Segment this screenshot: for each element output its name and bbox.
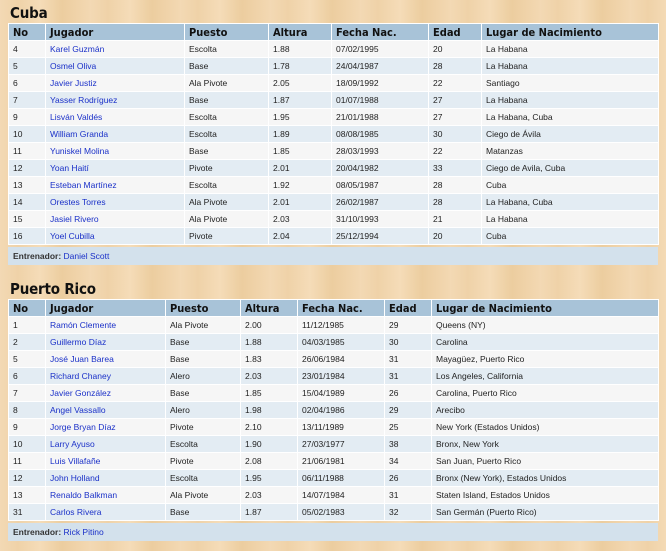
cell-number: 7 bbox=[9, 92, 46, 109]
cell-birth-date: 07/02/1995 bbox=[332, 41, 429, 58]
cell-number: 12 bbox=[9, 470, 46, 487]
cell-player[interactable]: Javier González bbox=[46, 385, 166, 402]
table-header-row bbox=[9, 300, 659, 317]
cell-birthplace: Matanzas bbox=[482, 143, 659, 160]
cell-height: 1.85 bbox=[241, 385, 298, 402]
cell-player[interactable]: Karel Guzmán bbox=[46, 41, 185, 58]
cell-birth-date: 05/02/1983 bbox=[298, 504, 385, 521]
table-row bbox=[9, 487, 659, 504]
cell-player[interactable]: Jorge Bryan Díaz bbox=[46, 419, 166, 436]
cell-position: Pivote bbox=[185, 228, 269, 245]
cell-birthplace: Mayagüez, Puerto Rico bbox=[432, 351, 659, 368]
column-header-position: Puesto bbox=[185, 24, 269, 41]
cell-age: 29 bbox=[385, 402, 432, 419]
cell-number: 11 bbox=[9, 143, 46, 160]
cell-height: 1.92 bbox=[269, 177, 332, 194]
cell-birthplace: San Germán (Puerto Rico) bbox=[432, 504, 659, 521]
column-header-birth-date: Fecha Nac. bbox=[332, 24, 429, 41]
cell-birth-date: 11/12/1985 bbox=[298, 317, 385, 334]
column-header-birthplace: Lugar de Nacimiento bbox=[432, 300, 659, 317]
cell-age: 28 bbox=[429, 177, 482, 194]
cell-position: Base bbox=[166, 351, 241, 368]
cell-birth-date: 23/01/1984 bbox=[298, 368, 385, 385]
cell-player[interactable]: Orestes Torres bbox=[46, 194, 185, 211]
column-header-age: Edad bbox=[385, 300, 432, 317]
coach-label: Entrenador: bbox=[13, 251, 62, 261]
cell-age: 22 bbox=[429, 75, 482, 92]
cell-height: 1.89 bbox=[269, 126, 332, 143]
cell-position: Base bbox=[185, 58, 269, 75]
cell-position: Base bbox=[166, 504, 241, 521]
cell-birthplace: La Habana bbox=[482, 58, 659, 75]
cell-age: 34 bbox=[385, 453, 432, 470]
table-row bbox=[9, 160, 659, 177]
cell-height: 1.83 bbox=[241, 351, 298, 368]
cell-position: Base bbox=[166, 334, 241, 351]
cell-position: Escolta bbox=[185, 126, 269, 143]
cell-number: 14 bbox=[9, 194, 46, 211]
cell-player[interactable]: Yoel Cubilla bbox=[46, 228, 185, 245]
cell-position: Ala Pivote bbox=[185, 211, 269, 228]
cell-number: 15 bbox=[9, 211, 46, 228]
cell-age: 26 bbox=[385, 385, 432, 402]
cell-age: 29 bbox=[385, 317, 432, 334]
cell-position: Alero bbox=[166, 402, 241, 419]
cell-position: Base bbox=[185, 143, 269, 160]
cell-height: 1.85 bbox=[269, 143, 332, 160]
cell-height: 1.88 bbox=[241, 334, 298, 351]
cell-birthplace: La Habana bbox=[482, 211, 659, 228]
cell-birthplace: La Habana bbox=[482, 92, 659, 109]
table-header-row bbox=[9, 24, 659, 41]
cell-birth-date: 15/04/1989 bbox=[298, 385, 385, 402]
team-title: Cuba bbox=[10, 4, 48, 22]
cell-position: Ala Pivote bbox=[166, 487, 241, 504]
cell-birth-date: 31/10/1993 bbox=[332, 211, 429, 228]
table-row bbox=[9, 317, 659, 334]
column-header-height: Altura bbox=[241, 300, 298, 317]
cell-birth-date: 01/07/1988 bbox=[332, 92, 429, 109]
cell-birth-date: 04/03/1985 bbox=[298, 334, 385, 351]
cell-number: 7 bbox=[9, 385, 46, 402]
cell-player[interactable]: John Holland bbox=[46, 470, 166, 487]
cell-height: 1.95 bbox=[269, 109, 332, 126]
cell-age: 20 bbox=[429, 41, 482, 58]
coach-label: Entrenador: bbox=[13, 527, 62, 537]
cell-birthplace: San Juan, Puerto Rico bbox=[432, 453, 659, 470]
cell-player[interactable]: Esteban Martínez bbox=[46, 177, 185, 194]
cell-age: 28 bbox=[429, 58, 482, 75]
cell-position: Escolta bbox=[185, 177, 269, 194]
cell-birthplace: Ciego de Avila, Cuba bbox=[482, 160, 659, 177]
cell-age: 38 bbox=[385, 436, 432, 453]
cell-position: Pivote bbox=[166, 419, 241, 436]
coach-row bbox=[8, 523, 658, 541]
cell-player[interactable]: Richard Chaney bbox=[46, 368, 166, 385]
cell-player[interactable]: Jasiel Rivero bbox=[46, 211, 185, 228]
cell-birth-date: 26/02/1987 bbox=[332, 194, 429, 211]
cell-player[interactable]: Renaldo Balkman bbox=[46, 487, 166, 504]
cell-birthplace: Staten Island, Estados Unidos bbox=[432, 487, 659, 504]
cell-age: 21 bbox=[429, 211, 482, 228]
coach-link[interactable]: Daniel Scott bbox=[63, 251, 110, 261]
cell-height: 2.01 bbox=[269, 160, 332, 177]
cell-number: 4 bbox=[9, 41, 46, 58]
table-row bbox=[9, 143, 659, 160]
cell-height: 1.98 bbox=[241, 402, 298, 419]
table-row bbox=[9, 385, 659, 402]
cell-birthplace: Ciego de Ávila bbox=[482, 126, 659, 143]
cell-number: 6 bbox=[9, 368, 46, 385]
cell-player[interactable]: Yasser Rodríguez bbox=[46, 92, 185, 109]
cell-position: Base bbox=[166, 385, 241, 402]
column-header-player: Jugador bbox=[46, 24, 185, 41]
cell-birthplace: La Habana, Cuba bbox=[482, 109, 659, 126]
cell-age: 20 bbox=[429, 228, 482, 245]
cell-player[interactable]: Yuniskel Molina bbox=[46, 143, 185, 160]
cell-birth-date: 27/03/1977 bbox=[298, 436, 385, 453]
coach-link[interactable]: Rick Pitino bbox=[63, 527, 104, 537]
table-row bbox=[9, 126, 659, 143]
cell-age: 31 bbox=[385, 351, 432, 368]
cell-number: 11 bbox=[9, 453, 46, 470]
roster-table bbox=[8, 23, 659, 245]
table-row bbox=[9, 41, 659, 58]
cell-birthplace: Cuba bbox=[482, 228, 659, 245]
cell-birthplace: La Habana, Cuba bbox=[482, 194, 659, 211]
cell-birth-date: 26/06/1984 bbox=[298, 351, 385, 368]
cell-birth-date: 18/09/1992 bbox=[332, 75, 429, 92]
cell-number: 2 bbox=[9, 334, 46, 351]
cell-player[interactable]: Osmel Oliva bbox=[46, 58, 185, 75]
cell-player[interactable]: José Juan Barea bbox=[46, 351, 166, 368]
cell-birth-date: 28/03/1993 bbox=[332, 143, 429, 160]
cell-number: 1 bbox=[9, 317, 46, 334]
cell-age: 31 bbox=[385, 368, 432, 385]
cell-height: 1.95 bbox=[241, 470, 298, 487]
cell-player[interactable]: Lisván Valdés bbox=[46, 109, 185, 126]
table-row bbox=[9, 58, 659, 75]
cell-player[interactable]: Larry Ayuso bbox=[46, 436, 166, 453]
table-row bbox=[9, 75, 659, 92]
cell-age: 30 bbox=[429, 126, 482, 143]
team-section-puerto-rico bbox=[8, 279, 658, 541]
cell-player[interactable]: Angel Vassallo bbox=[46, 402, 166, 419]
cell-age: 25 bbox=[385, 419, 432, 436]
cell-height: 2.03 bbox=[241, 487, 298, 504]
cell-birthplace: New York (Estados Unidos) bbox=[432, 419, 659, 436]
cell-number: 10 bbox=[9, 436, 46, 453]
cell-number: 10 bbox=[9, 126, 46, 143]
table-row bbox=[9, 334, 659, 351]
column-header-height: Altura bbox=[269, 24, 332, 41]
cell-height: 2.08 bbox=[241, 453, 298, 470]
cell-birth-date: 14/07/1984 bbox=[298, 487, 385, 504]
cell-birthplace: Queens (NY) bbox=[432, 317, 659, 334]
roster-table bbox=[8, 299, 659, 521]
cell-age: 22 bbox=[429, 143, 482, 160]
cell-player[interactable]: Ramón Clemente bbox=[46, 317, 166, 334]
cell-position: Pivote bbox=[166, 453, 241, 470]
cell-number: 6 bbox=[9, 75, 46, 92]
cell-number: 13 bbox=[9, 487, 46, 504]
table-row bbox=[9, 109, 659, 126]
cell-birth-date: 21/01/1988 bbox=[332, 109, 429, 126]
cell-height: 1.88 bbox=[269, 41, 332, 58]
cell-age: 32 bbox=[385, 504, 432, 521]
cell-birth-date: 08/08/1985 bbox=[332, 126, 429, 143]
cell-height: 1.78 bbox=[269, 58, 332, 75]
cell-height: 2.04 bbox=[269, 228, 332, 245]
cell-height: 2.10 bbox=[241, 419, 298, 436]
column-header-player: Jugador bbox=[46, 300, 166, 317]
cell-birthplace: Santiago bbox=[482, 75, 659, 92]
table-row bbox=[9, 470, 659, 487]
table-row bbox=[9, 402, 659, 419]
cell-birth-date: 06/11/1988 bbox=[298, 470, 385, 487]
coach-row bbox=[8, 247, 658, 265]
table-row bbox=[9, 211, 659, 228]
cell-birth-date: 02/04/1986 bbox=[298, 402, 385, 419]
cell-age: 26 bbox=[385, 470, 432, 487]
cell-player[interactable]: Javier Justiz bbox=[46, 75, 185, 92]
cell-birthplace: Carolina, Puerto Rico bbox=[432, 385, 659, 402]
table-row bbox=[9, 419, 659, 436]
cell-birthplace: Carolina bbox=[432, 334, 659, 351]
cell-number: 5 bbox=[9, 58, 46, 75]
cell-position: Ala Pivote bbox=[166, 317, 241, 334]
column-header-birth-date: Fecha Nac. bbox=[298, 300, 385, 317]
cell-position: Ala Pivote bbox=[185, 194, 269, 211]
cell-position: Ala Pivote bbox=[185, 75, 269, 92]
cell-birth-date: 24/04/1987 bbox=[332, 58, 429, 75]
cell-player[interactable]: Guillermo Díaz bbox=[46, 334, 166, 351]
table-row bbox=[9, 453, 659, 470]
cell-birth-date: 21/06/1981 bbox=[298, 453, 385, 470]
cell-height: 2.03 bbox=[269, 211, 332, 228]
cell-age: 27 bbox=[429, 92, 482, 109]
cell-number: 9 bbox=[9, 109, 46, 126]
column-header-position: Puesto bbox=[166, 300, 241, 317]
cell-position: Escolta bbox=[185, 41, 269, 58]
column-header-number: No bbox=[9, 24, 46, 41]
cell-number: 5 bbox=[9, 351, 46, 368]
table-row bbox=[9, 368, 659, 385]
cell-position: Escolta bbox=[166, 436, 241, 453]
cell-number: 12 bbox=[9, 160, 46, 177]
cell-birth-date: 08/05/1987 bbox=[332, 177, 429, 194]
cell-age: 27 bbox=[429, 109, 482, 126]
team-title: Puerto Rico bbox=[10, 280, 96, 298]
cell-height: 2.00 bbox=[241, 317, 298, 334]
cell-number: 31 bbox=[9, 504, 46, 521]
team-section-cuba bbox=[8, 3, 658, 265]
table-row bbox=[9, 436, 659, 453]
cell-player[interactable]: William Granda bbox=[46, 126, 185, 143]
cell-age: 31 bbox=[385, 487, 432, 504]
cell-height: 1.87 bbox=[269, 92, 332, 109]
cell-height: 2.03 bbox=[241, 368, 298, 385]
cell-number: 9 bbox=[9, 419, 46, 436]
cell-age: 33 bbox=[429, 160, 482, 177]
cell-birth-date: 20/04/1982 bbox=[332, 160, 429, 177]
cell-age: 28 bbox=[429, 194, 482, 211]
table-row bbox=[9, 351, 659, 368]
cell-position: Escolta bbox=[166, 470, 241, 487]
cell-birthplace: La Habana bbox=[482, 41, 659, 58]
table-row bbox=[9, 504, 659, 521]
cell-age: 30 bbox=[385, 334, 432, 351]
cell-position: Pivote bbox=[185, 160, 269, 177]
cell-height: 2.01 bbox=[269, 194, 332, 211]
cell-player[interactable]: Yoan Haití bbox=[46, 160, 185, 177]
cell-height: 2.05 bbox=[269, 75, 332, 92]
cell-number: 13 bbox=[9, 177, 46, 194]
cell-birth-date: 25/12/1994 bbox=[332, 228, 429, 245]
column-header-age: Edad bbox=[429, 24, 482, 41]
cell-birthplace: Arecibo bbox=[432, 402, 659, 419]
cell-number: 16 bbox=[9, 228, 46, 245]
cell-height: 1.90 bbox=[241, 436, 298, 453]
cell-height: 1.87 bbox=[241, 504, 298, 521]
cell-player[interactable]: Luis Villafañe bbox=[46, 453, 166, 470]
table-row bbox=[9, 228, 659, 245]
cell-position: Base bbox=[185, 92, 269, 109]
cell-position: Escolta bbox=[185, 109, 269, 126]
cell-number: 8 bbox=[9, 402, 46, 419]
cell-birth-date: 13/11/1989 bbox=[298, 419, 385, 436]
table-row bbox=[9, 92, 659, 109]
cell-birthplace: Los Angeles, California bbox=[432, 368, 659, 385]
table-row bbox=[9, 177, 659, 194]
column-header-number: No bbox=[9, 300, 46, 317]
table-row bbox=[9, 194, 659, 211]
cell-player[interactable]: Carlos Rivera bbox=[46, 504, 166, 521]
cell-birthplace: Bronx (New York), Estados Unidos bbox=[432, 470, 659, 487]
cell-position: Alero bbox=[166, 368, 241, 385]
cell-birthplace: Cuba bbox=[482, 177, 659, 194]
cell-birthplace: Bronx, New York bbox=[432, 436, 659, 453]
column-header-birthplace: Lugar de Nacimiento bbox=[482, 24, 659, 41]
